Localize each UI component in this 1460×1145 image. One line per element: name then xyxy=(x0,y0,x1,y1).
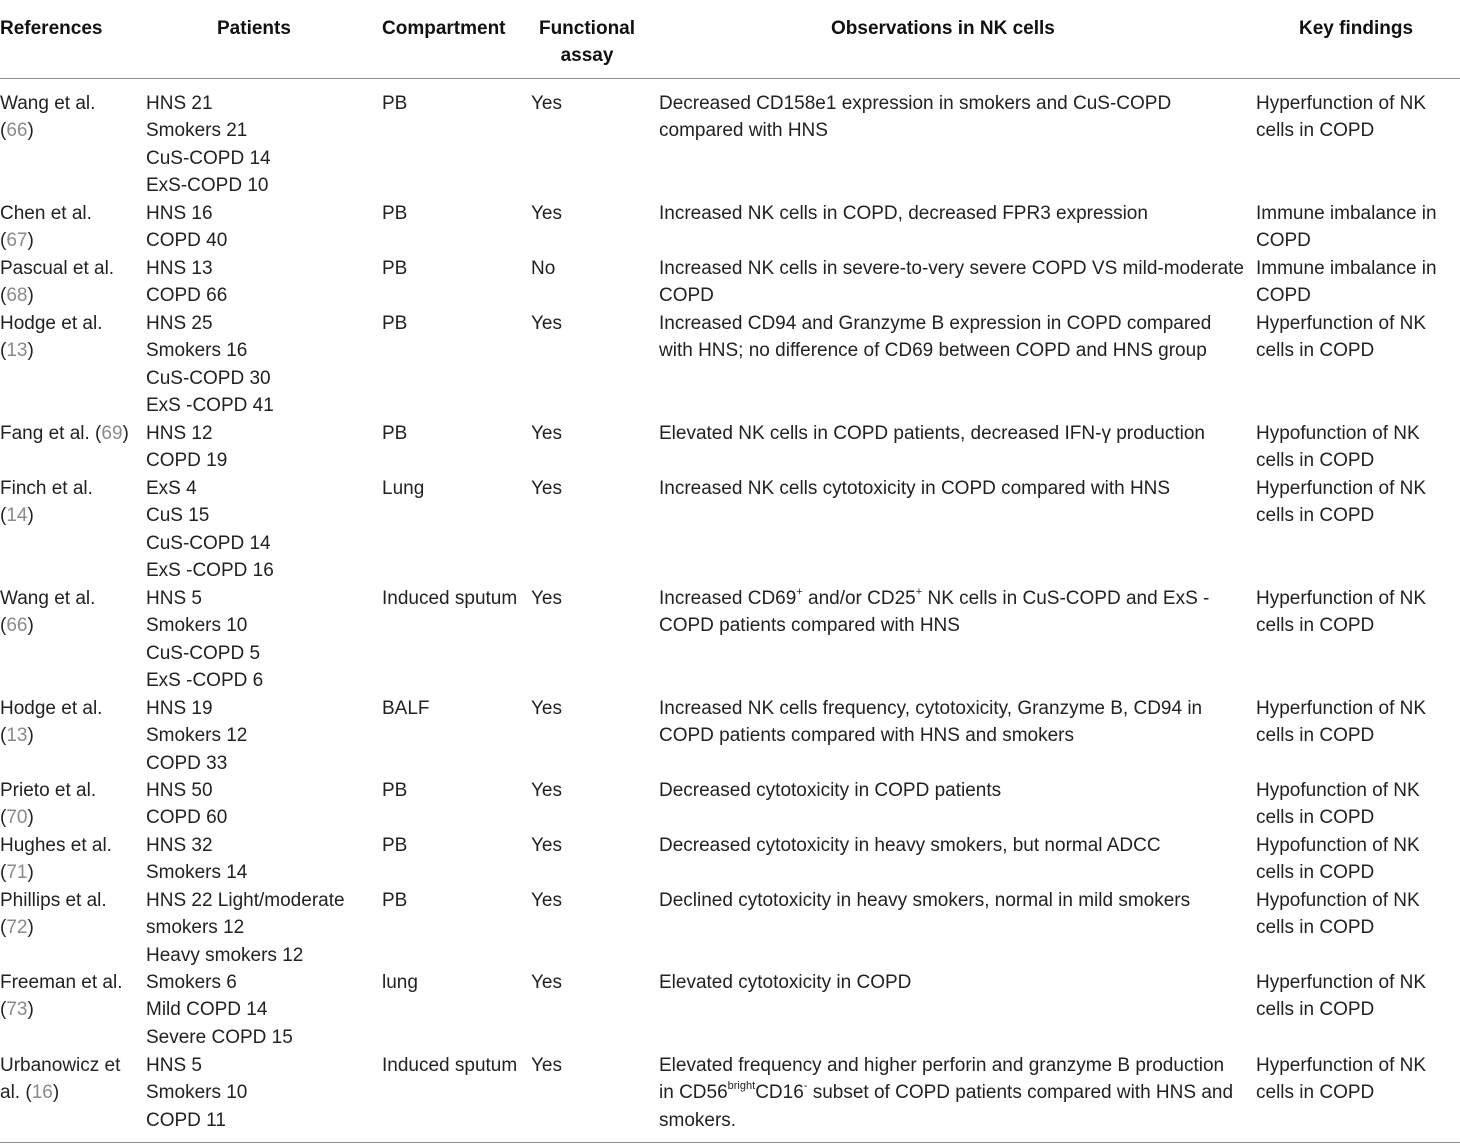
patient-group: CuS-COPD 14 xyxy=(146,147,271,169)
compartment-cell: PB xyxy=(382,835,408,856)
header-observations: Observations in NK cells xyxy=(831,18,1055,39)
compartment-cell: PB xyxy=(382,93,408,114)
key-finding-cell: Hypofunction of NK cells in COPD xyxy=(1256,835,1420,884)
reference-cell: Prieto et al. (70) xyxy=(0,780,97,829)
reference-number: 14 xyxy=(6,505,28,527)
header-divider xyxy=(0,78,1460,79)
patient-group: ExS -COPD 16 xyxy=(146,560,274,582)
patients-cell xyxy=(146,969,371,1051)
observation-cell xyxy=(659,1052,1244,1134)
reference-name: Chen et al. xyxy=(0,203,92,224)
patient-group: HNS 19 xyxy=(146,698,213,719)
reference-cell: Chen et al. (67) xyxy=(0,203,92,252)
key-finding-cell: Hyperfunction of NK cells in COPD xyxy=(1256,313,1427,362)
patients-cell xyxy=(146,1052,371,1134)
patient-group: HNS 50 xyxy=(146,780,213,801)
patient-group: HNS 5 xyxy=(146,1055,202,1076)
functional-assay-cell: Yes xyxy=(531,972,562,993)
compartment-cell: Lung xyxy=(382,478,425,499)
key-finding-cell: Hyperfunction of NK cells in COPD xyxy=(1256,588,1427,637)
patient-group: HNS 21 xyxy=(146,93,213,114)
observation-text: Elevated frequency and higher perforin and granzyme B production in CD56 xyxy=(659,1055,1225,1104)
compartment-cell: BALF xyxy=(382,698,430,719)
compartment-cell: PB xyxy=(382,780,408,801)
reference-number: 69 xyxy=(101,423,123,444)
patients-cell xyxy=(146,200,371,255)
key-finding-cell: Hypofunction of NK cells in COPD xyxy=(1256,780,1420,829)
patient-group: Smokers 14 xyxy=(146,862,248,884)
reference-number: 66 xyxy=(6,120,28,142)
header-functional-assay: Functional assay xyxy=(538,18,636,66)
compartment-cell: Induced sputum xyxy=(382,1055,518,1076)
observation-cell xyxy=(659,585,1244,640)
observation-text: and/or CD25 xyxy=(802,588,916,609)
functional-assay-cell: Yes xyxy=(531,93,562,114)
reference-cell: Phillips et al. (72) xyxy=(0,890,107,939)
reference-cell: Wang et al. (66) xyxy=(0,588,96,637)
functional-assay-cell: Yes xyxy=(531,588,562,609)
patient-group: CuS-COPD 5 xyxy=(146,642,261,664)
patient-group: HNS 32 xyxy=(146,835,213,856)
patient-group: smokers 12 xyxy=(146,917,245,939)
reference-name: Prieto et al. xyxy=(0,780,97,801)
reference-cell: Urbanowicz et al. (16) xyxy=(0,1055,121,1104)
observation-cell: Increased CD94 and Granzyme B expression in COPD compared with HNS; no difference of CD69 between COPD and HNS group xyxy=(659,313,1212,362)
key-finding-cell: Immune imbalance in COPD xyxy=(1256,203,1437,252)
reference-cell: Wang et al. (66) xyxy=(0,93,96,142)
patients-cell xyxy=(146,695,371,777)
patient-group: Heavy smokers 12 xyxy=(146,944,304,966)
functional-assay-cell: Yes xyxy=(531,203,562,224)
reference-cell: Pascual et al. (68) xyxy=(0,258,115,307)
patient-group: Smokers 10 xyxy=(146,615,248,637)
patient-group: HNS 25 xyxy=(146,313,213,334)
patient-group: ExS-COPD 10 xyxy=(146,175,269,197)
observation-text: Increased CD69 xyxy=(659,588,797,609)
key-finding-cell: Hypofunction of NK cells in COPD xyxy=(1256,423,1420,472)
reference-name: Wang et al. xyxy=(0,93,96,114)
reference-name: Wang et al. xyxy=(0,588,96,609)
header-compartment: Compartment xyxy=(382,18,506,39)
compartment-cell: PB xyxy=(382,258,408,279)
superscript: + xyxy=(915,585,923,598)
observation-cell: Increased NK cells in COPD, decreased FPR3 expression xyxy=(659,203,1148,224)
reference-name: Fang et al. xyxy=(0,423,90,444)
patients-cell xyxy=(146,887,371,969)
functional-assay-cell: Yes xyxy=(531,478,562,499)
patient-group: CuS-COPD 30 xyxy=(146,367,271,389)
patients-cell xyxy=(146,777,371,832)
key-finding-cell: Immune imbalance in COPD xyxy=(1256,258,1437,307)
key-finding-cell: Hyperfunction of NK cells in COPD xyxy=(1256,972,1427,1021)
reference-name: Finch et al. xyxy=(0,478,93,499)
reference-cell: Hughes et al. (71) xyxy=(0,835,112,884)
header-patients: Patients xyxy=(217,18,291,39)
observation-text: CD16 xyxy=(755,1082,804,1104)
reference-cell: Hodge et al. (13) xyxy=(0,313,103,362)
patient-group: HNS 13 xyxy=(146,258,213,279)
patient-group: ExS 4 xyxy=(146,478,197,499)
patient-group: Severe COPD 15 xyxy=(146,1026,293,1048)
patient-group: COPD 60 xyxy=(146,807,228,829)
observation-cell: Increased NK cells cytotoxicity in COPD compared with HNS xyxy=(659,478,1171,499)
reference-name: Hodge et al. xyxy=(0,313,103,334)
reference-number: 16 xyxy=(31,1082,53,1104)
superscript: - xyxy=(803,1080,808,1093)
reference-number: 71 xyxy=(6,862,28,884)
reference-name: Pascual et al. xyxy=(0,258,115,279)
functional-assay-cell: Yes xyxy=(531,423,562,444)
patient-group: Mild COPD 14 xyxy=(146,999,268,1021)
patients-cell xyxy=(146,585,371,695)
patients-cell xyxy=(146,420,371,475)
header-key-findings: Key findings xyxy=(1299,18,1414,39)
patient-group: HNS 22 Light/moderate xyxy=(146,890,345,911)
key-finding-cell: Hypofunction of NK cells in COPD xyxy=(1256,890,1420,939)
observation-cell: Declined cytotoxicity in heavy smokers, normal in mild smokers xyxy=(659,890,1191,911)
functional-assay-cell: No xyxy=(531,258,556,279)
reference-cell: Fang et al. (69) xyxy=(0,423,129,444)
patients-cell xyxy=(146,475,371,585)
observation-cell: Decreased cytotoxicity in COPD patients xyxy=(659,780,1002,801)
patient-group: Smokers 10 xyxy=(146,1082,248,1104)
patients-cell xyxy=(146,90,371,200)
reference-name: Urbanowicz et al. xyxy=(0,1055,121,1104)
patients-cell xyxy=(146,832,371,887)
functional-assay-cell: Yes xyxy=(531,698,562,719)
patient-group: CuS-COPD 14 xyxy=(146,532,271,554)
patient-group: HNS 12 xyxy=(146,423,213,444)
compartment-cell: Induced sputum xyxy=(382,588,518,609)
key-finding-cell: Hyperfunction of NK cells in COPD xyxy=(1256,93,1427,142)
patients-cell xyxy=(146,255,371,310)
functional-assay-cell: Yes xyxy=(531,780,562,801)
superscript: bright xyxy=(727,1080,756,1093)
reference-cell: Finch et al. (14) xyxy=(0,478,93,527)
reference-name: Hodge et al. xyxy=(0,698,103,719)
key-finding-cell: Hyperfunction of NK cells in COPD xyxy=(1256,1055,1427,1104)
patients-cell xyxy=(146,310,371,420)
patient-group: Smokers 21 xyxy=(146,120,248,142)
patient-group: ExS -COPD 41 xyxy=(146,395,274,417)
compartment-cell: PB xyxy=(382,313,408,334)
observation-cell: Decreased CD158e1 expression in smokers and CuS-COPD compared with HNS xyxy=(659,93,1172,142)
patient-group: Smokers 12 xyxy=(146,725,248,747)
functional-assay-cell: Yes xyxy=(531,1055,562,1076)
functional-assay-cell: Yes xyxy=(531,313,562,334)
table-bottom-rule xyxy=(0,1142,1460,1143)
reference-name: Freeman et al. xyxy=(0,972,123,993)
patient-group: HNS 5 xyxy=(146,588,202,609)
key-finding-cell: Hyperfunction of NK cells in COPD xyxy=(1256,698,1427,747)
reference-number: 68 xyxy=(6,285,28,307)
key-finding-cell: Hyperfunction of NK cells in COPD xyxy=(1256,478,1427,527)
observation-text: NK cells in CuS-COPD and ExS -COPD patients compared with HNS xyxy=(659,588,1210,637)
patient-group: COPD 19 xyxy=(146,450,228,472)
compartment-cell: PB xyxy=(382,423,408,444)
patient-group: COPD 66 xyxy=(146,285,228,307)
compartment-cell: PB xyxy=(382,203,408,224)
reference-number: 70 xyxy=(6,807,28,829)
patient-group: COPD 33 xyxy=(146,752,228,774)
observation-cell: Decreased cytotoxicity in heavy smokers, but normal ADCC xyxy=(659,835,1161,856)
patient-group: Smokers 6 xyxy=(146,972,237,993)
reference-number: 13 xyxy=(6,725,28,747)
reference-cell: Hodge et al. (13) xyxy=(0,698,103,747)
patient-group: ExS -COPD 6 xyxy=(146,670,264,692)
compartment-cell: lung xyxy=(382,972,418,993)
observation-cell: Elevated cytotoxicity in COPD xyxy=(659,972,912,993)
reference-number: 73 xyxy=(6,999,28,1021)
observation-cell: Increased NK cells in severe-to-very severe COPD VS mild-moderate COPD xyxy=(659,258,1244,307)
reference-cell: Freeman et al. (73) xyxy=(0,972,123,1021)
observation-cell: Elevated NK cells in COPD patients, decreased IFN-γ production xyxy=(659,423,1205,444)
compartment-cell: PB xyxy=(382,890,408,911)
reference-name: Hughes et al. xyxy=(0,835,112,856)
patient-group: COPD 40 xyxy=(146,230,228,252)
superscript: + xyxy=(796,585,803,598)
header-references: References xyxy=(0,18,103,39)
functional-assay-cell: Yes xyxy=(531,890,562,911)
reference-number: 67 xyxy=(6,230,28,252)
reference-number: 72 xyxy=(6,917,28,939)
observation-cell: Increased NK cells frequency, cytotoxicity, Granzyme B, CD94 in COPD patients compared with HNS and smokers xyxy=(659,698,1203,747)
patient-group: COPD 11 xyxy=(146,1109,226,1131)
reference-name: Phillips et al. xyxy=(0,890,107,911)
reference-number: 13 xyxy=(6,340,28,362)
patient-group: HNS 16 xyxy=(146,203,213,224)
patient-group: Smokers 16 xyxy=(146,340,248,362)
observation-text: subset of COPD patients compared with HNS and smokers. xyxy=(659,1082,1234,1131)
reference-number: 66 xyxy=(6,615,28,637)
functional-assay-cell: Yes xyxy=(531,835,562,856)
patient-group: CuS 15 xyxy=(146,505,210,527)
